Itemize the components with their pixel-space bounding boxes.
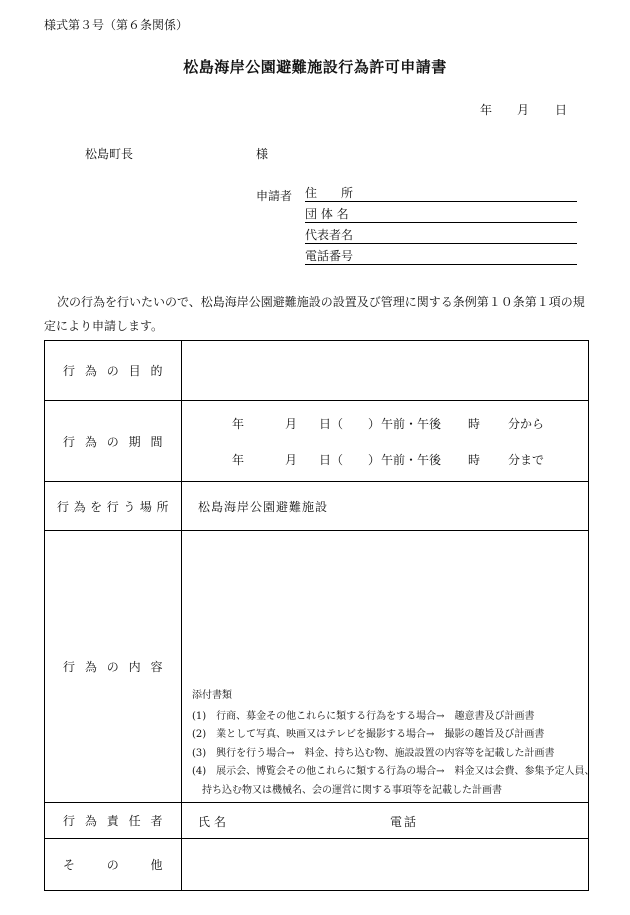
content-row [45, 531, 589, 803]
attachments-title: 添付書類 [192, 690, 232, 701]
attachment-item: (2) 業として写真、映画又はテレビを撮影する場合→ 撮影の趣旨及び計画書 [192, 729, 545, 740]
applicant-label: 申請者 [256, 189, 293, 203]
application-table [44, 340, 595, 891]
content-input[interactable] [182, 531, 595, 803]
name-label: 氏名 [198, 815, 231, 829]
purpose-input[interactable] [182, 341, 589, 401]
purpose-row [45, 341, 589, 401]
date-day-label: 日 [555, 103, 568, 117]
place-row [45, 482, 589, 531]
applicant-organization-field[interactable] [305, 205, 577, 223]
other-label: そ の 他 [45, 839, 182, 891]
date-year-label: 年 [480, 103, 493, 117]
representative-label: 代表者名 [305, 228, 354, 242]
addressee-honorific: 様 [256, 147, 269, 161]
responsible-row [45, 803, 589, 839]
purpose-label: 行 為 の 目 的 [45, 341, 182, 401]
address-label: 住 所 [305, 186, 354, 200]
period-row [45, 401, 589, 482]
applicant-representative-field[interactable] [305, 226, 577, 244]
responsible-input[interactable] [182, 803, 589, 839]
intro-text: 次の行為を行いたいので、松島海岸公園避難施設の設置及び管理に関する条例第１０条第１項の規定により申請します。 [44, 295, 585, 333]
document-title: 松島海岸公園避難施設行為許可申請書 [183, 58, 447, 76]
attachment-item: (1) 行商、募金その他これらに類する行為をする場合→ 趣意書及び計画書 [192, 710, 535, 722]
period-to-line: 年 月 日（ ） 午前・午後 時 分まで [232, 453, 545, 467]
period-input[interactable] [182, 401, 589, 482]
responsible-label: 行 為 責 任 者 [45, 803, 182, 839]
attachment-item: (3) 興行を行う場合→ 料金、持ち込む物、施設設置の内容等を記載した計画書 [192, 747, 555, 759]
attachments-list [182, 687, 595, 802]
phone-number-label: 電話番号 [305, 249, 354, 263]
place-label: 行 為 を 行 う 場 所 [45, 482, 182, 531]
content-label: 行 為 の 内 容 [45, 531, 182, 803]
attachment-item: 持ち込む物又は機械名、会の運営に関する事項等を記載した計画書 [192, 784, 502, 796]
applicant-address-field[interactable] [305, 184, 577, 202]
other-row [45, 839, 589, 891]
period-label: 行 為 の 期 間 [45, 401, 182, 482]
organization-label: 団 体 名 [305, 207, 349, 221]
addressee-name: 松島町長 [85, 147, 134, 161]
period-from-line: 年 月 日（ ） 午前・午後 時 分から [232, 417, 545, 431]
form-number: 様式第３号（第６条関係） [44, 18, 189, 32]
phone-label: 電話 [390, 815, 419, 829]
other-input[interactable] [182, 839, 589, 891]
date-month-label: 月 [517, 103, 530, 117]
applicant-phone-field[interactable] [305, 247, 577, 265]
place-value: 松島海岸公園避難施設 [182, 482, 589, 531]
attachment-item: (4) 展示会、博覧会その他これらに類する行為の場合→ 料金又は会費、参集予定人員、 [192, 766, 595, 777]
